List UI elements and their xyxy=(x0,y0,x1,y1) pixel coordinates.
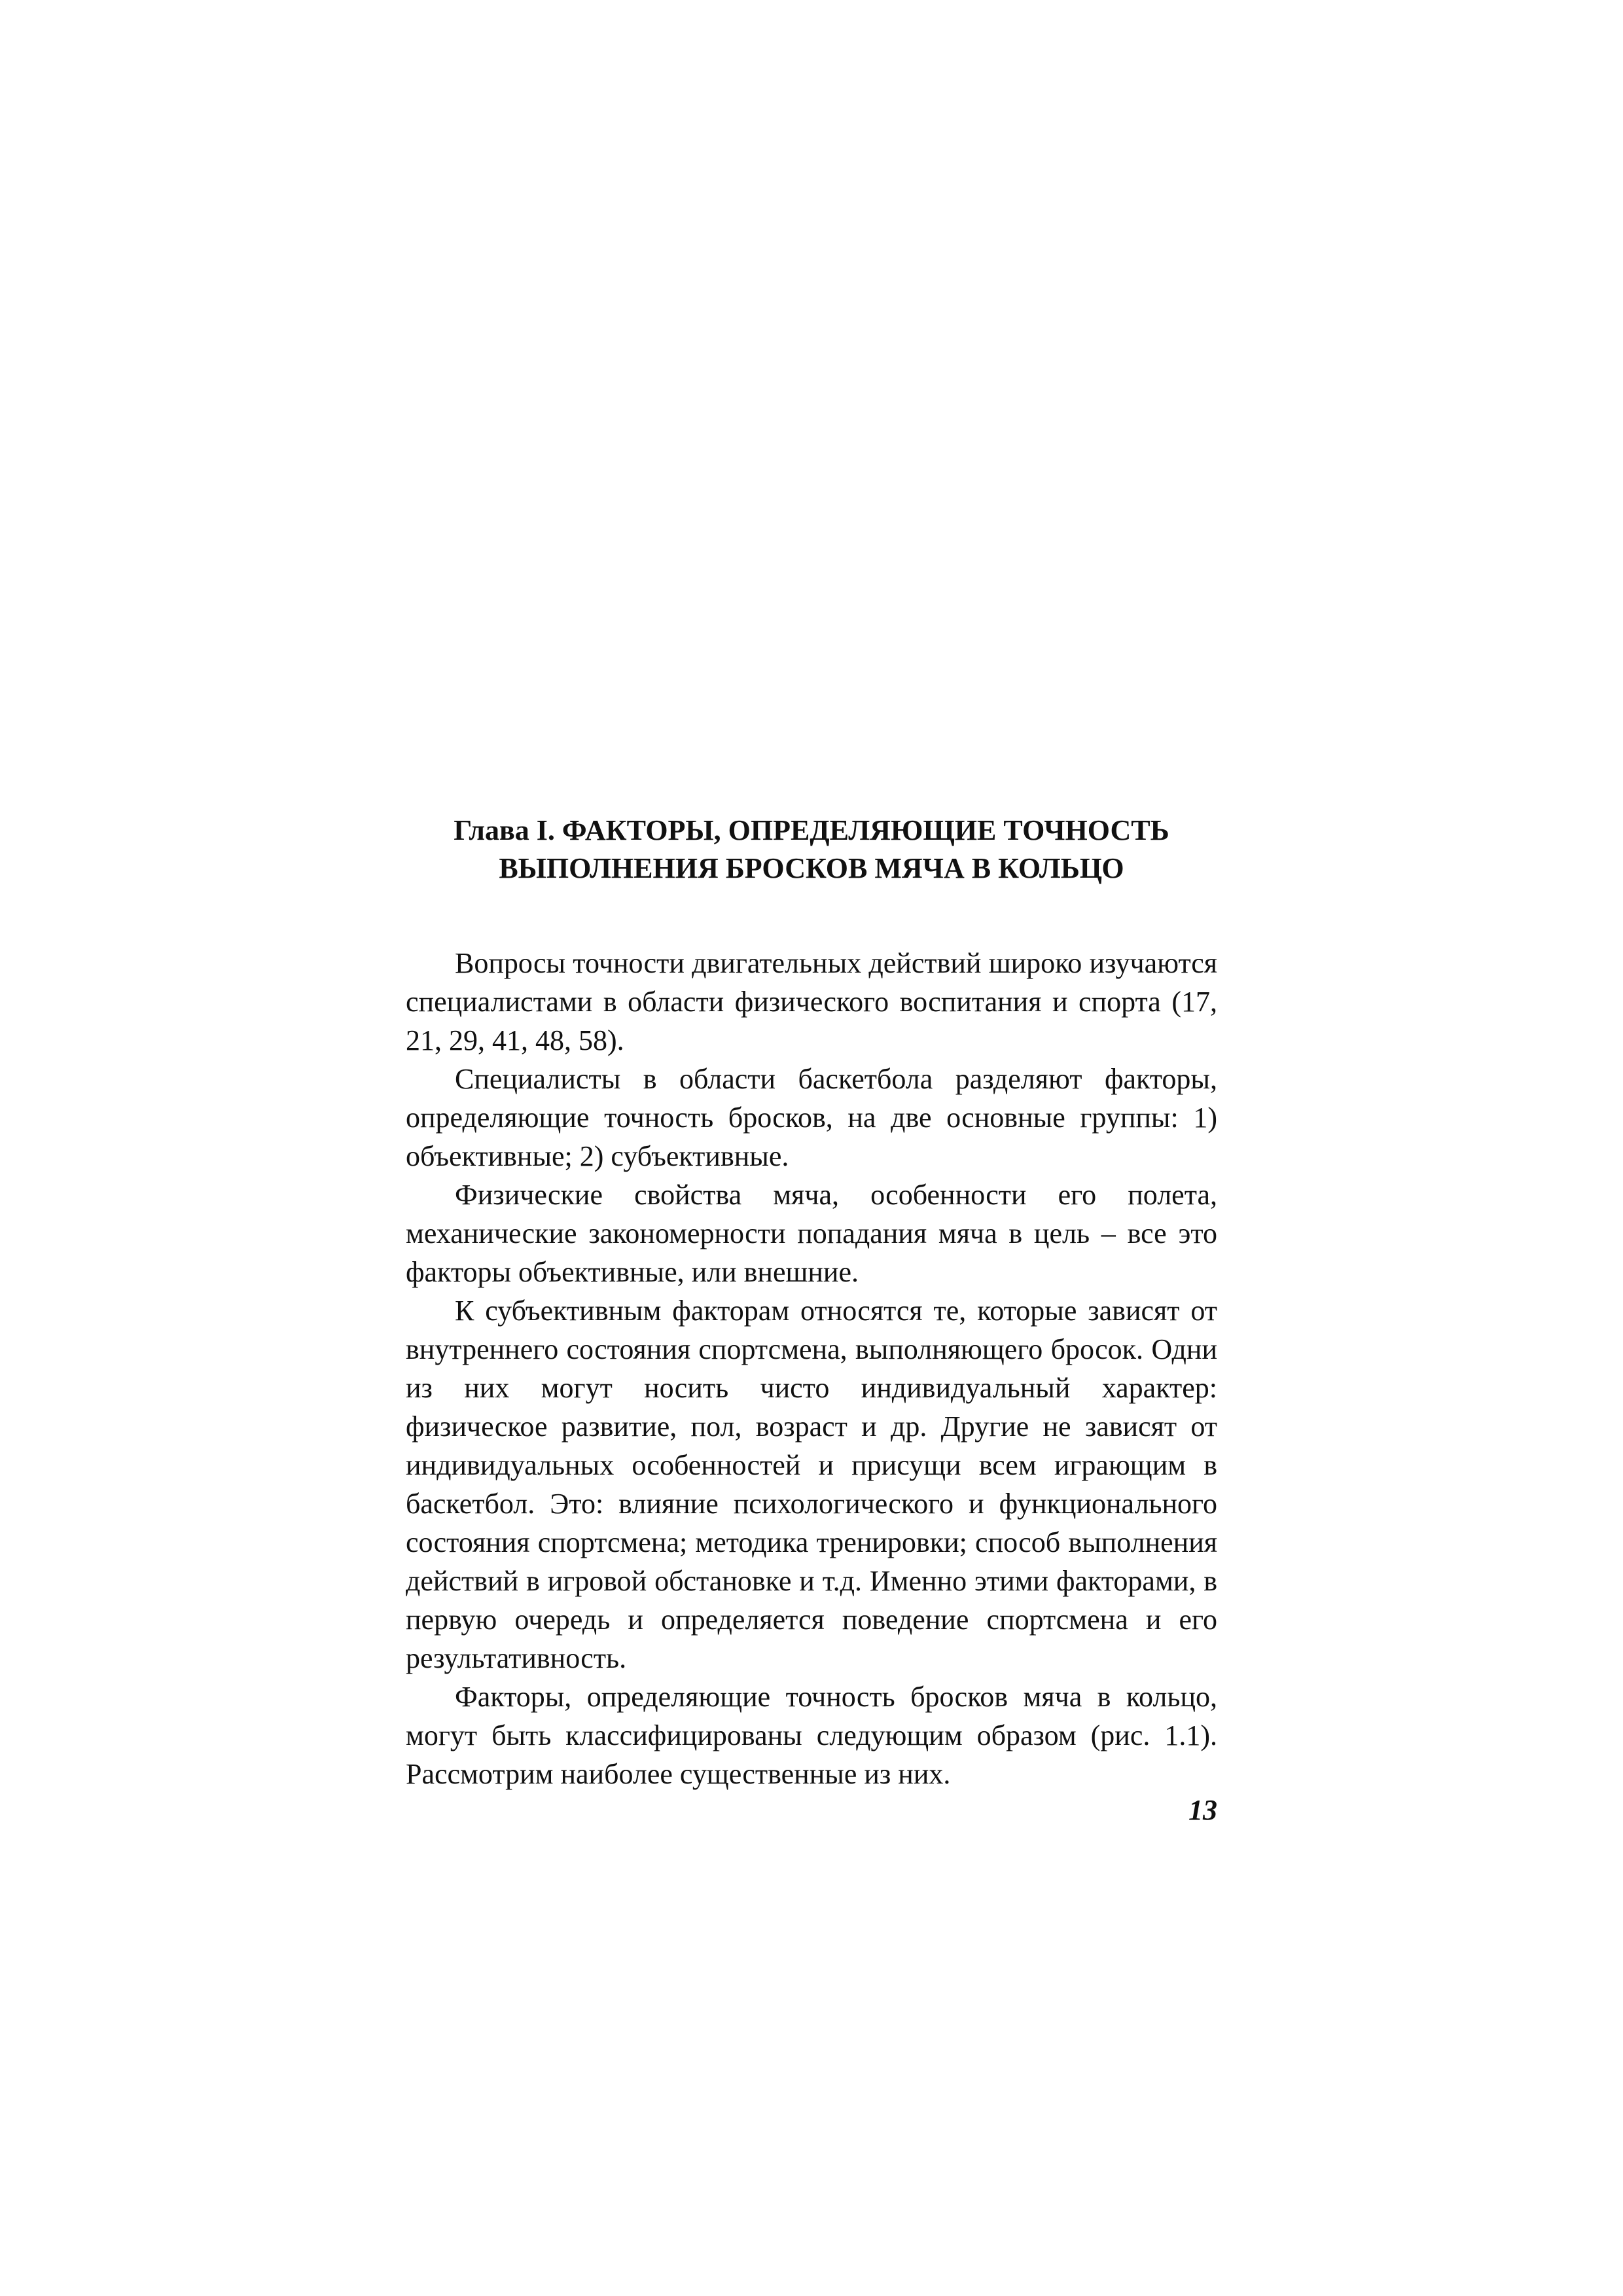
body-text xyxy=(406,944,1217,1793)
paragraph: К субъективным факторам относятся те, которые зависят от внутреннего состояния спортсмена, выполняющего бросок. Одни из них могут носить чисто индивидуальный характер: физическое развитие, пол, возраст и др. Другие не зависят от индивидуальных особенностей и присущи всем играющим в баскетбол. Это: влияние психологического и функционального состояния спортсмена; методика тренировки; способ выполнения действий в игровой обстановке и т.д. Именно этими факторами, в первую очередь и определяется поведение спортсмена и его результативность. xyxy=(406,1295,1217,1674)
paragraph: Физические свойства мяча, особенности его полета, механические закономерности попадания мяча в цель – все это факторы объективные, или внешние. xyxy=(406,1179,1217,1288)
chapter-heading-line-2: ВЫПОЛНЕНИЯ БРОСКОВ МЯЧА В КОЛЬЦО xyxy=(499,852,1124,884)
paragraph: Факторы, определяющие точность бросков мяча в кольцо, могут быть классифицированы следующим образом (рис. 1.1). Рассмотрим наиболее существенные из них. xyxy=(406,1681,1217,1790)
page-number: 13 xyxy=(1188,1794,1217,1826)
chapter-heading xyxy=(406,812,1217,888)
chapter-heading-line-1: Глава I. ФАКТОРЫ, ОПРЕДЕЛЯЮЩИЕ ТОЧНОСТЬ xyxy=(454,814,1169,846)
paragraph: Специалисты в области баскетбола разделяют факторы, определяющие точность бросков, на две основные группы: 1) объективные; 2) субъективные. xyxy=(406,1063,1217,1172)
paragraph: Вопросы точности двигательных действий широко изучаются специалистами в области физического воспитания и спорта (17, 21, 29, 41, 48, 58). xyxy=(406,947,1217,1056)
text-block xyxy=(406,812,1217,1793)
